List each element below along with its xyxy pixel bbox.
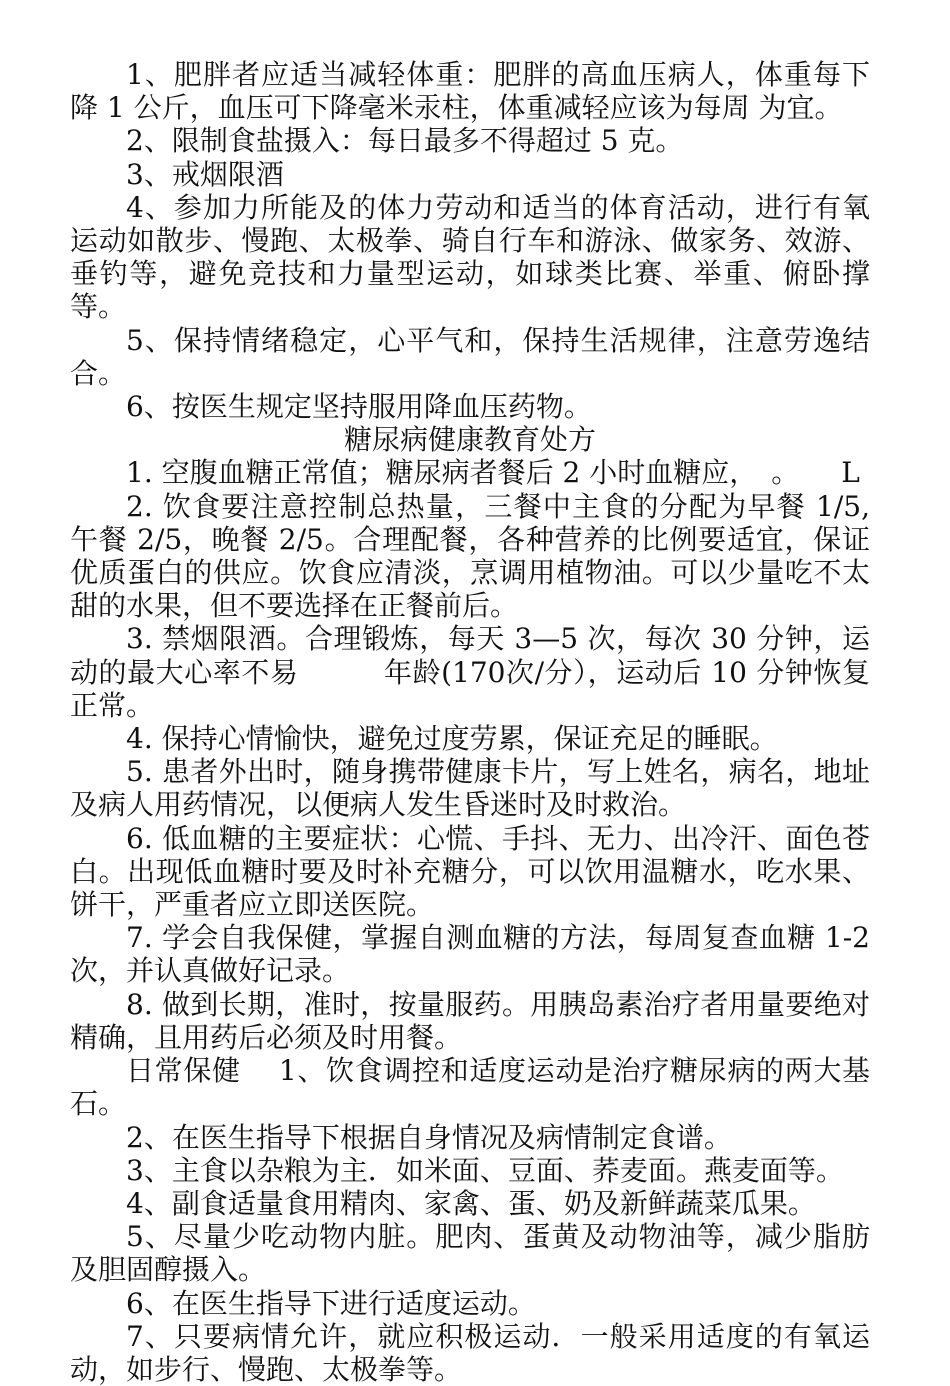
diabetes-item-6: 6. 低血糖的主要症状：心慌、手抖、无力、出冷汗、面色苍白。出现低血糖时要及时补充糖分，可以饮用温糖水，吃水果、饼干，严重者应立即送医院。 <box>70 821 870 922</box>
diabetes-item-5: 5. 患者外出时，随身携带健康卡片，写上姓名，病名，地址及病人用药情况，以便病人发生昏迷时及时救治。 <box>70 755 870 822</box>
hypertension-item-3: 3、戒烟限酒 <box>126 157 284 191</box>
section-heading: 糖尿病健康教育处方 <box>343 423 596 457</box>
diabetes-item-4: 4. 保持心情愉快，避免过度劳累，保证充足的睡眠。 <box>126 722 778 756</box>
daily-care-item-2: 2、在医生指导下根据自身情况及病情制定食谱。 <box>126 1120 732 1154</box>
diabetes-item-3: 3. 禁烟限酒。合理锻炼，每天 3—5 次，每次 30 分钟，运动的最大心率不易 年龄(170次/分），运动后 10 分钟恢复正常。 <box>70 622 870 722</box>
hypertension-item-5: 5、保持情绪稳定，心平气和，保持生活规律，注意劳逸结合。 <box>70 323 870 390</box>
diabetes-item-1: 1. 空腹血糖正常值；糖尿病者餐后 2 小时血糖应， 。 L <box>126 456 860 490</box>
diabetes-item-2: 2. 饮食要注意控制总热量，三餐中主食的分配为早餐 1/5, 午餐 2/5，晚餐 2/5。合理配餐，各种营养的比例要适宜，保证优质蛋白的供应。饮食应清淡，烹调用植物油。可以少量吃不太甜的水果，但不要选择在正餐前后。 <box>70 489 870 623</box>
hypertension-item-6: 6、按医生规定坚持服用降血压药物。 <box>126 390 592 424</box>
hypertension-item-1: 1、肥胖者应适当减轻体重：肥胖的高血压病人，体重每下降 1 公斤，血压可下降毫米汞柱，体重减轻应该为每周 为宜。 <box>70 58 870 125</box>
daily-care-item-4: 4、副食适量食用精肉、家禽、蛋、奶及新鲜蔬菜瓜果。 <box>126 1186 816 1220</box>
diabetes-item-7: 7. 学会自我保健，掌握自测血糖的方法，每周复查血糖 1-2 次，并认真做好记录。 <box>70 921 870 988</box>
daily-care-item-6: 6、在医生指导下进行适度运动。 <box>126 1286 536 1320</box>
document-body <box>70 58 870 1386</box>
diabetes-item-8: 8. 做到长期，准时，按量服药。用胰岛素治疗者用量要绝对精确，且用药后必须及时用餐。 <box>70 987 870 1054</box>
daily-care-item-3: 3、主食以杂粮为主．如米面、豆面、荞麦面。燕麦面等。 <box>126 1153 844 1187</box>
daily-care-item-5: 5、尽量少吃动物内脏。肥肉、蛋黄及动物油等，减少脂肪及胆固醇摄入。 <box>70 1220 870 1287</box>
hypertension-item-4: 4、参加力所能及的体力劳动和适当的体育活动，进行有氧运动如散步、慢跑、太极拳、骑自行车和游泳、做家务、效游、垂钓等，避免竞技和力量型运动，如球类比赛、举重、俯卧撑等。 <box>70 190 870 324</box>
daily-care-item-7: 7、只要病情允许，就应积极运动．一般采用适度的有氧运动，如步行、慢跑、太极拳等。 <box>70 1319 870 1386</box>
hypertension-item-2: 2、限制食盐摄入：每日最多不得超过 5 克。 <box>126 124 684 158</box>
daily-care-item-1: 日常保健 1、饮食调控和适度运动是治疗糖尿病的两大基石。 <box>70 1054 870 1121</box>
